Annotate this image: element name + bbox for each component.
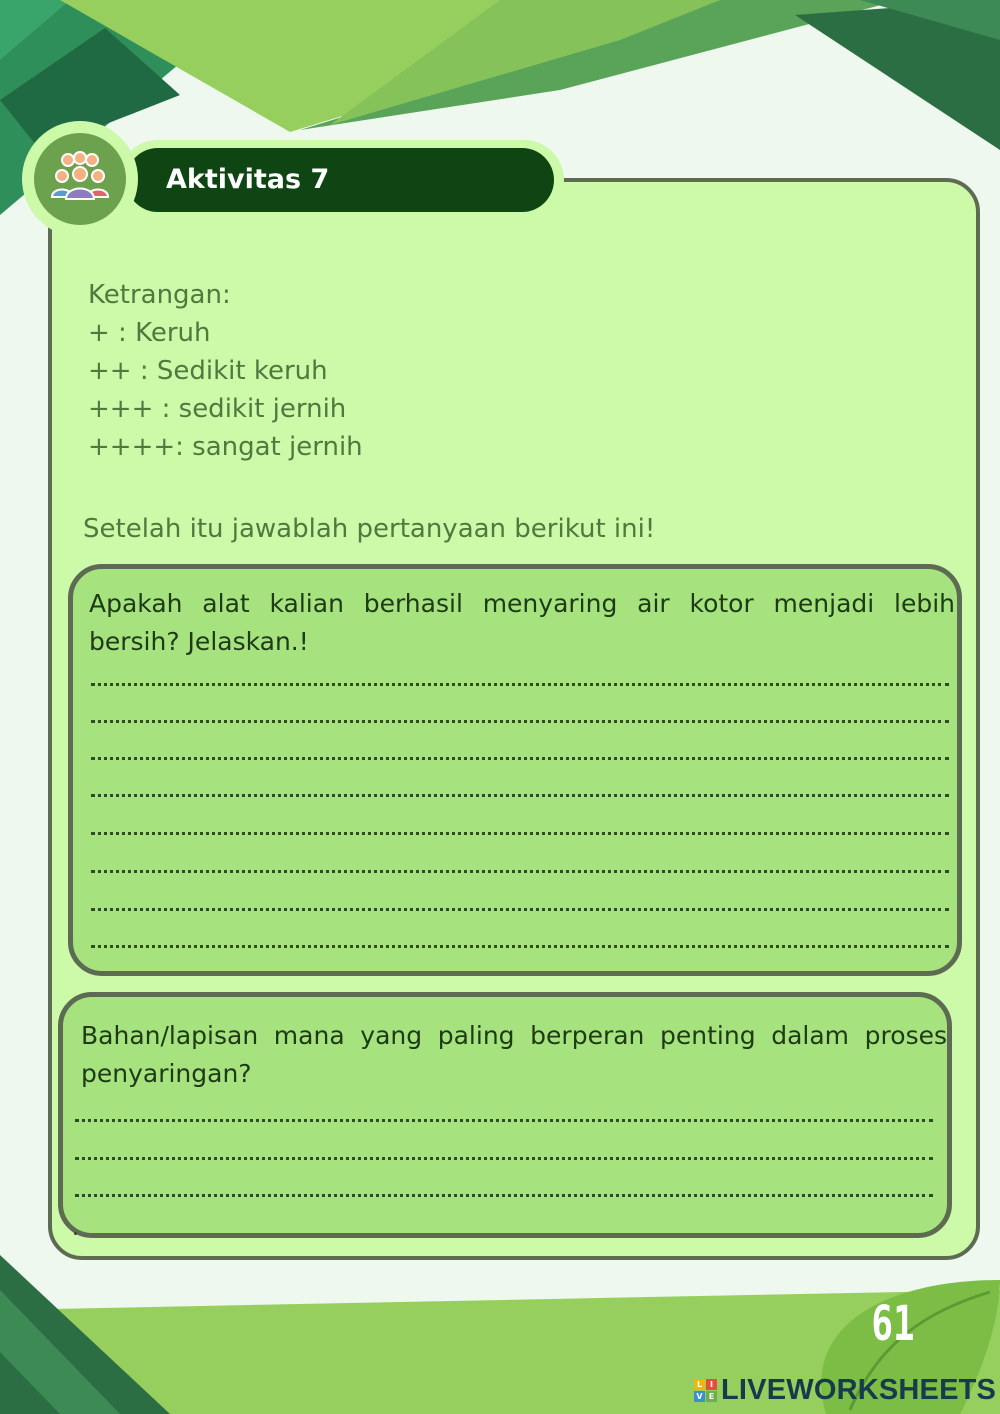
question-box-2: [58, 992, 952, 1238]
liveworksheets-logo[interactable]: [694, 1373, 996, 1407]
legend-item: ++++: sangat jernih: [88, 432, 363, 462]
stray-dot: [74, 1232, 77, 1235]
answer-line[interactable]: [91, 720, 949, 723]
answer-line[interactable]: [91, 870, 949, 873]
legend-item: + : Keruh: [88, 318, 211, 348]
answer-line[interactable]: [91, 683, 949, 686]
answer-line[interactable]: [91, 832, 949, 835]
answer-line[interactable]: [75, 1194, 933, 1197]
question-box-1: [68, 564, 962, 976]
question-text-2: Bahan/lapisan mana yang paling berperan penting dalam proses penyaringan?: [81, 1021, 947, 1088]
answer-line[interactable]: [91, 908, 949, 911]
legend-item: ++ : Sedikit keruh: [88, 356, 328, 386]
answer-line[interactable]: [91, 945, 949, 948]
answer-line[interactable]: [91, 794, 949, 797]
answer-line[interactable]: [91, 757, 949, 760]
legend: [88, 276, 363, 466]
legend-title: Ketrangan:: [88, 280, 231, 310]
liveworksheets-brand: LIVEWORKSHEETS: [721, 1373, 997, 1406]
legend-item: +++ : sedikit jernih: [88, 394, 347, 424]
liveworksheets-cubes-icon: L I V E: [694, 1379, 717, 1402]
answer-line[interactable]: [75, 1157, 933, 1160]
page-number: 61: [871, 1296, 915, 1352]
people-group-icon: [46, 145, 114, 213]
answer-line[interactable]: [75, 1119, 933, 1122]
instruction-text: Setelah itu jawablah pertanyaan berikut ini!: [83, 514, 656, 544]
page-title: Aktivitas 7: [166, 164, 330, 195]
question-text-1: Apakah alat kalian berhasil menyaring air kotor menjadi lebih bersih? Jelaskan.!: [89, 589, 955, 656]
